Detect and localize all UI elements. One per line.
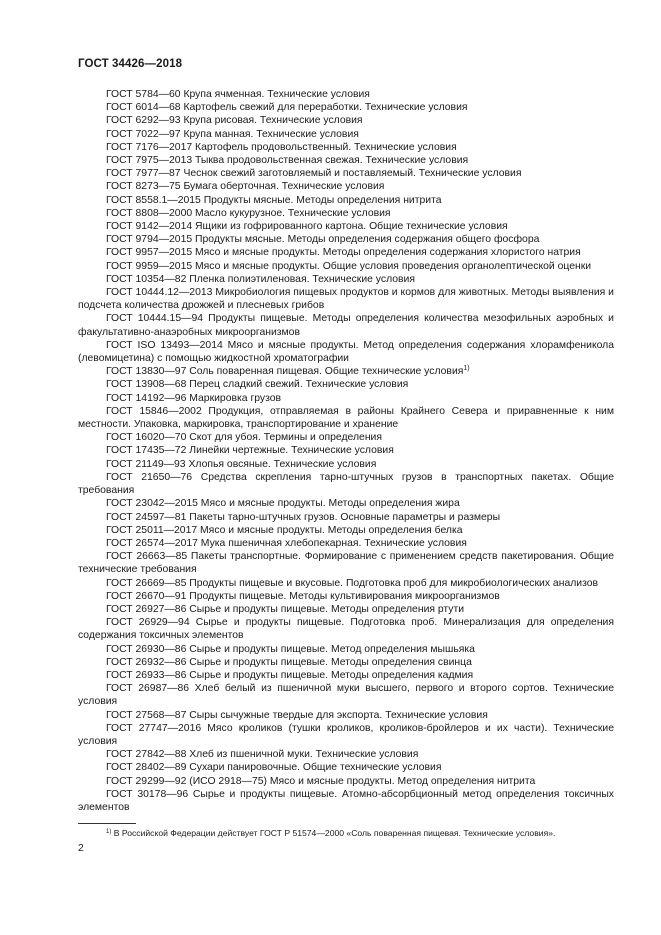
reference-item [78,748,614,761]
reference-item [78,365,614,378]
reference-item [78,643,614,656]
reference-text: ГОСТ 15846—2002 Продукция, отправляемая в районы Крайнего Севера и приравненные к ним местности. Упаковка, маркировка, транспортирование и хранение [78,405,614,431]
reference-text: ГОСТ 16020—70 Скот для убоя. Термины и определения [106,432,382,444]
reference-item [78,788,614,814]
reference-text: ГОСТ 26574—2017 Мука пшеничная хлебопекарная. Технические условия [106,537,467,549]
reference-item [78,207,614,220]
reference-text: ГОСТ 10444.15—94 Продукты пищевые. Методы определения количества мезофильных аэробных и факультативно-анаэробных микроорганизмов [78,313,614,338]
reference-item [78,590,614,603]
reference-item [78,286,614,312]
reference-item [78,141,614,154]
reference-text: ГОСТ 6292—93 Крупа рисовая. Технические условия [106,115,363,127]
reference-item [78,233,614,246]
reference-text: ГОСТ 14192—96 Маркировка грузов [106,392,282,404]
reference-text: ГОСТ 9959—2015 Мясо и мясные продукты. Общие условия проведения органолептической оценки [106,260,592,272]
reference-item [78,114,614,127]
page-number: 2 [78,843,84,854]
reference-text: ГОСТ 8273—75 Бумага оберточная. Технические условия [106,181,385,193]
reference-text: ГОСТ 27747—2016 Мясо кроликов (тушки кроликов, кроликов-бройлеров и их части). Технические условия [78,722,614,747]
reference-text: ГОСТ 5784—60 Крупа ячменная. Технические условия [106,89,370,100]
reference-item [78,616,614,642]
reference-item [78,128,614,141]
reference-item [78,709,614,722]
reference-text: ГОСТ 8808—2000 Масло кукурузное. Технические условия [106,207,391,219]
reference-text: ГОСТ 28402—89 Сухари панировочные. Общие технические условия [106,762,442,774]
reference-item [78,669,614,682]
reference-item [78,220,614,233]
reference-text: ГОСТ 10444.12—2013 Микробиология пищевых продуктов и кормов для животных. Методы выявления и подсчета количества дрожжей и плесневых грибов [78,287,614,312]
reference-item [78,246,614,259]
reference-item [78,101,614,114]
reference-text: ГОСТ ISO 13493—2014 Мясо и мясные продукты. Метод определения содержания хлорамфеникола (левомицетина) с помощью жидкостной хроматографии [78,339,614,365]
reference-item [78,194,614,207]
reference-text: ГОСТ 26670—91 Продукты пищевые. Методы культивирования микроорганизмов [106,590,500,602]
reference-text: ГОСТ 8558.1—2015 Продукты мясные. Методы определения нитрита [106,194,442,206]
reference-text: ГОСТ 7176—2017 Картофель продовольственный. Технические условия [106,141,457,153]
reference-text: ГОСТ 7977—87 Чеснок свежий заготовляемый и поставляемый. Технические условия [106,168,522,180]
reference-item [78,761,614,774]
reference-text: ГОСТ 26932—86 Сырье и продукты пищевые. Методы определения свинца [106,656,472,668]
reference-item [78,405,614,431]
footnote [106,828,621,839]
reference-text: ГОСТ 27568—87 Сыры сычужные твердые для экспорта. Технические условия [106,709,488,721]
reference-item [78,154,614,167]
footnote-text: В Российской Федерации действует ГОСТ Р 51574—2000 «Соль поваренная пищевая. Технические условия». [111,828,556,838]
reference-item [78,180,614,193]
reference-text: ГОСТ 25011—2017 Мясо и мясные продукты. Методы определения белка [106,524,463,536]
normative-references-list [78,88,614,814]
reference-text: ГОСТ 27842—88 Хлеб из пшеничной муки. Технические условия [106,749,419,761]
reference-item [78,273,614,286]
reference-text: ГОСТ 23042—2015 Мясо и мясные продукты. Методы определения жира [106,498,460,510]
reference-item [78,339,614,365]
reference-item [78,656,614,669]
reference-text: ГОСТ 13830—97 Соль поваренная пищевая. Общие технические условия [106,366,464,378]
reference-text: ГОСТ 21149—93 Хлопья овсяные. Технические условия [106,458,377,470]
reference-text: ГОСТ 29299—92 (ИСО 2918—75) Мясо и мясные продукты. Метод определения нитрита [106,775,536,787]
reference-text: ГОСТ 17435—72 Линейки чертежные. Технические условия [106,445,394,457]
footnote-divider [78,823,136,824]
reference-item [78,524,614,537]
reference-item [78,497,614,510]
reference-text: ГОСТ 21650—76 Средства скрепления тарно-штучных грузов в транспортных пакетах. Общие требования [78,471,614,497]
reference-item [78,392,614,405]
reference-text: ГОСТ 7022—97 Крупа манная. Технические условия [106,128,359,140]
reference-text: ГОСТ 26930—86 Сырье и продукты пищевые. Метод определения мышьяка [106,643,475,655]
reference-item [78,378,614,391]
reference-text: ГОСТ 26987—86 Хлеб белый из пшеничной муки высшего, первого и второго сортов. Технические условия [78,683,614,708]
reference-text: ГОСТ 26933—86 Сырье и продукты пищевые. Методы определения кадмия [106,669,474,681]
reference-item [78,511,614,524]
reference-item [78,431,614,444]
reference-item [78,167,614,180]
reference-item [78,775,614,788]
reference-text: ГОСТ 26929—94 Сырье и продукты пищевые. Подготовка проб. Минерализация для определения содержания токсичных элементов [78,617,614,642]
document-header: ГОСТ 34426—2018 [78,58,183,70]
reference-text: ГОСТ 13908—68 Перец сладкий свежий. Технические условия [106,379,409,391]
reference-item [78,537,614,550]
reference-text: ГОСТ 6014—68 Картофель свежий для переработки. Технические условия [106,102,468,114]
reference-item [78,444,614,457]
reference-text: ГОСТ 10354—82 Пленка полиэтиленовая. Технические условия [106,273,415,285]
reference-item [78,550,614,576]
reference-text: ГОСТ 9142—2014 Ящики из гофрированного картона. Общие технические условия [106,221,508,233]
reference-item [78,603,614,616]
reference-text: ГОСТ 30178—96 Сырье и продукты пищевые. Атомно-абсорбционный метод определения токсичных элементов [78,788,614,813]
reference-item [78,260,614,273]
reference-item [78,577,614,590]
reference-text: ГОСТ 9957—2015 Мясо и мясные продукты. Методы определения содержания хлористого натрия [106,247,581,259]
reference-text: ГОСТ 24597—81 Пакеты тарно-штучных грузов. Основные параметры и размеры [106,511,501,523]
reference-text: ГОСТ 26669—85 Продукты пищевые и вкусовые. Подготовка проб для микробиологических анализов [106,577,599,589]
reference-item [78,471,614,497]
reference-text: ГОСТ 26663—85 Пакеты транспортные. Формирование с применением средств пакетирования. Общие технические требования [78,551,614,576]
reference-item [78,722,614,748]
footnote-marker: 1) [106,829,112,835]
footnote-ref-marker: 1) [463,365,470,373]
reference-item [78,682,614,708]
reference-item [78,458,614,471]
reference-text: ГОСТ 26927—86 Сырье и продукты пищевые. Методы определения ртути [106,603,465,615]
reference-text: ГОСТ 9794—2015 Продукты мясные. Методы определения содержания общего фосфора [106,234,540,246]
reference-item [78,312,614,338]
reference-text: ГОСТ 7975—2013 Тыква продовольственная свежая. Технические условия [106,155,469,167]
reference-item [78,88,614,101]
